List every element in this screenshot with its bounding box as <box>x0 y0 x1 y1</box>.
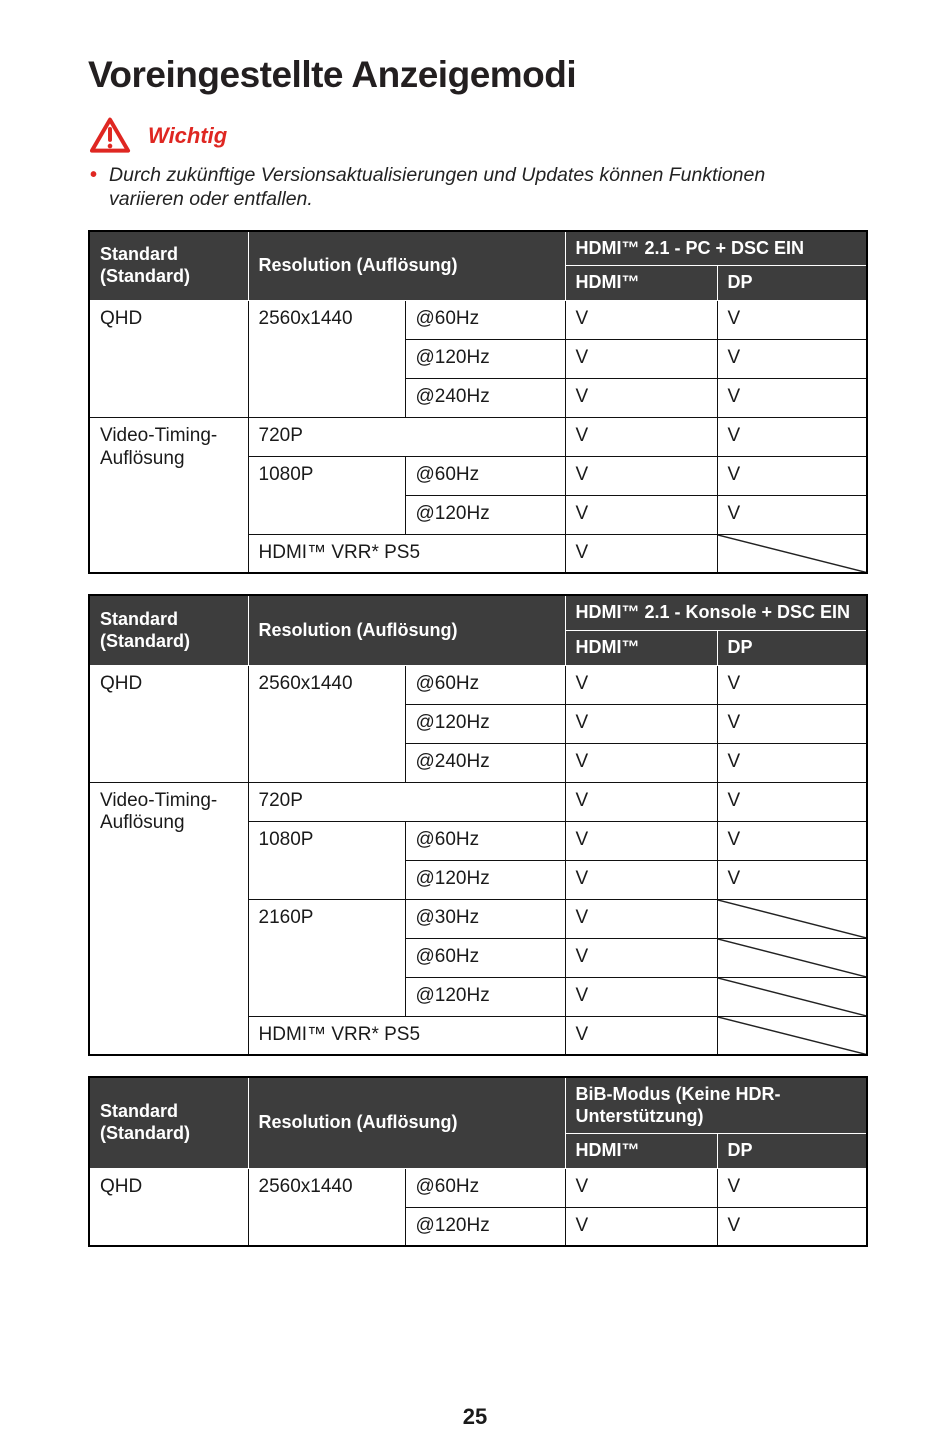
page-title: Voreingestellte Anzeigemodi <box>88 54 577 95</box>
warning-triangle-icon <box>88 116 132 155</box>
cell-dp-support: V <box>717 743 867 782</box>
cell-hdmi-support: V <box>565 899 717 938</box>
cell-hdmi-support: V <box>565 665 717 704</box>
col-header-dp: DP <box>717 631 867 666</box>
cell-refresh: @120Hz <box>405 860 565 899</box>
col-header-dp: DP <box>717 1134 867 1169</box>
col-header-hdmi: HDMI™ <box>565 266 717 301</box>
not-applicable-slash-cell <box>717 938 867 977</box>
cell-refresh: @120Hz <box>405 1207 565 1246</box>
cell-refresh: @120Hz <box>405 339 565 378</box>
col-header-resolution: Resolution (Auflösung) <box>248 1077 565 1168</box>
cell-hdmi-support: V <box>565 378 717 417</box>
cell-hdmi-support: V <box>565 860 717 899</box>
table-hdmi-pc-dsc <box>88 230 868 575</box>
warning-note <box>90 163 866 212</box>
cell-refresh: @120Hz <box>405 495 565 534</box>
table-header-row <box>89 595 867 630</box>
cell-refresh: @60Hz <box>405 456 565 495</box>
col-header-group: BiB-Modus (Keine HDR-Unterstützung) <box>565 1077 867 1134</box>
col-header-resolution: Resolution (Auflösung) <box>248 231 565 301</box>
not-applicable-slash-cell <box>717 534 867 573</box>
cell-resolution: 720P <box>248 782 565 821</box>
cell-resolution: 1080P <box>248 456 405 534</box>
cell-refresh: @240Hz <box>405 743 565 782</box>
col-header-standard: Standard (Standard) <box>89 231 248 301</box>
cell-refresh: @120Hz <box>405 977 565 1016</box>
table-hdmi-konsole-dsc <box>88 594 868 1056</box>
cell-hdmi-support: V <box>565 300 717 339</box>
table-row <box>89 1168 867 1207</box>
col-header-standard: Standard (Standard) <box>89 1077 248 1168</box>
cell-refresh: @240Hz <box>405 378 565 417</box>
cell-standard: QHD <box>89 665 248 782</box>
warning-note-text: Durch zukünftige Versionsaktualisierungen und Updates können Funktionen variieren oder entfallen. <box>109 164 766 211</box>
table-row <box>89 300 867 339</box>
cell-dp-support: V <box>717 495 867 534</box>
cell-resolution: HDMI™ VRR* PS5 <box>248 534 565 573</box>
cell-hdmi-support: V <box>565 495 717 534</box>
cell-hdmi-support: V <box>565 534 717 573</box>
cell-hdmi-support: V <box>565 456 717 495</box>
cell-dp-support: V <box>717 378 867 417</box>
col-header-dp: DP <box>717 266 867 301</box>
cell-standard: Video-Timing-Auflösung <box>89 417 248 573</box>
not-applicable-slash-cell <box>717 977 867 1016</box>
table-row <box>89 782 867 821</box>
cell-standard: QHD <box>89 300 248 417</box>
cell-hdmi-support: V <box>565 938 717 977</box>
table-row <box>89 665 867 704</box>
cell-refresh: @30Hz <box>405 899 565 938</box>
cell-dp-support: V <box>717 704 867 743</box>
cell-resolution: 2560x1440 <box>248 1168 405 1246</box>
cell-refresh: @60Hz <box>405 300 565 339</box>
cell-resolution: 2160P <box>248 899 405 1016</box>
page-number: 25 <box>462 1404 488 1429</box>
cell-hdmi-support: V <box>565 1207 717 1246</box>
col-header-standard: Standard (Standard) <box>89 595 248 665</box>
cell-hdmi-support: V <box>565 1016 717 1055</box>
col-header-group: HDMI™ 2.1 - Konsole + DSC EIN <box>565 595 867 630</box>
cell-hdmi-support: V <box>565 977 717 1016</box>
cell-dp-support: V <box>717 1207 867 1246</box>
cell-dp-support: V <box>717 417 867 456</box>
col-header-hdmi: HDMI™ <box>565 1134 717 1169</box>
cell-resolution: 2560x1440 <box>248 665 405 782</box>
cell-standard: QHD <box>89 1168 248 1246</box>
table-row <box>89 417 867 456</box>
cell-dp-support: V <box>717 665 867 704</box>
cell-resolution: 2560x1440 <box>248 300 405 417</box>
cell-dp-support: V <box>717 300 867 339</box>
cell-standard: Video-Timing-Auflösung <box>89 782 248 1055</box>
cell-refresh: @60Hz <box>405 821 565 860</box>
cell-resolution: 1080P <box>248 821 405 899</box>
cell-hdmi-support: V <box>565 704 717 743</box>
cell-hdmi-support: V <box>565 821 717 860</box>
cell-hdmi-support: V <box>565 1168 717 1207</box>
not-applicable-slash-cell <box>717 899 867 938</box>
cell-hdmi-support: V <box>565 743 717 782</box>
cell-refresh: @120Hz <box>405 704 565 743</box>
cell-dp-support: V <box>717 782 867 821</box>
cell-resolution: HDMI™ VRR* PS5 <box>248 1016 565 1055</box>
table-bib-modus <box>88 1076 868 1247</box>
cell-dp-support: V <box>717 456 867 495</box>
col-header-group: HDMI™ 2.1 - PC + DSC EIN <box>565 231 867 266</box>
table-header-row <box>89 1077 867 1134</box>
table-header-row <box>89 231 867 266</box>
cell-hdmi-support: V <box>565 782 717 821</box>
bullet-icon: • <box>90 164 98 186</box>
warning-header <box>88 116 866 155</box>
cell-hdmi-support: V <box>565 417 717 456</box>
cell-dp-support: V <box>717 821 867 860</box>
cell-dp-support: V <box>717 1168 867 1207</box>
col-header-hdmi: HDMI™ <box>565 631 717 666</box>
cell-refresh: @60Hz <box>405 938 565 977</box>
cell-refresh: @60Hz <box>405 665 565 704</box>
cell-refresh: @60Hz <box>405 1168 565 1207</box>
warning-label: Wichtig <box>148 122 228 148</box>
cell-dp-support: V <box>717 339 867 378</box>
cell-resolution: 720P <box>248 417 565 456</box>
not-applicable-slash-cell <box>717 1016 867 1055</box>
cell-hdmi-support: V <box>565 339 717 378</box>
col-header-resolution: Resolution (Auflösung) <box>248 595 565 665</box>
cell-dp-support: V <box>717 860 867 899</box>
